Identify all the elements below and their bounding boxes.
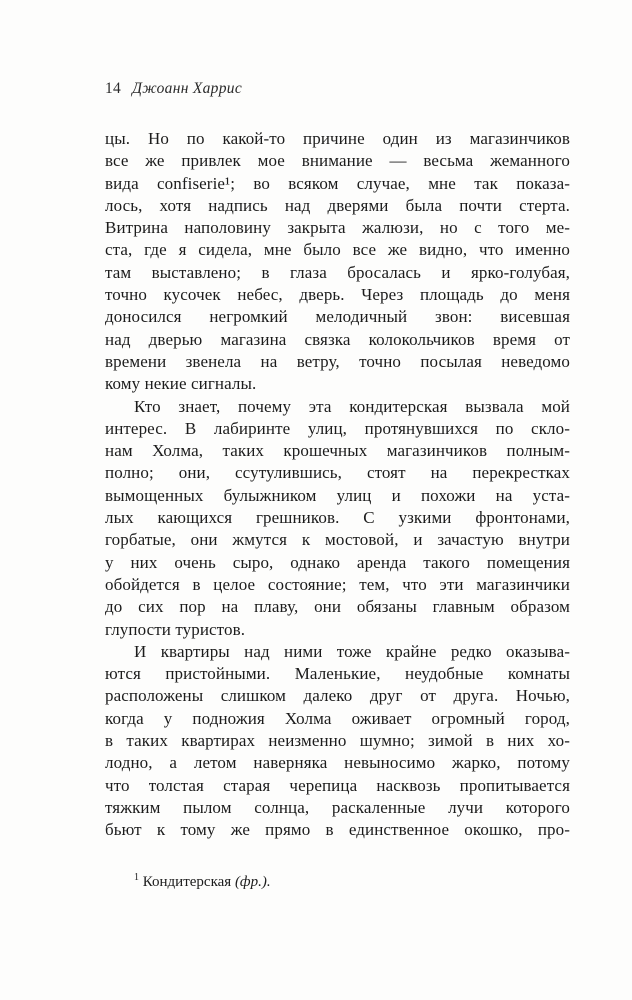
paragraph bbox=[105, 128, 570, 396]
footnote bbox=[105, 872, 570, 892]
text-line: бьют к тому же прямо в единственное окошко, про- bbox=[105, 820, 570, 840]
text-line: интерес. В лабиринте улиц, протянувшихся по скло- bbox=[105, 418, 570, 438]
text-line: глупости туристов. bbox=[105, 619, 246, 639]
text-line: когда у подножия Холма оживает огромный город, bbox=[105, 708, 570, 728]
text-line: вида confiserie¹; во всяком случае, мне так показа- bbox=[105, 173, 570, 193]
text-line: ста, где я сидела, мне было все же видно, что именно bbox=[105, 240, 570, 260]
text-line: точно кусочек небес, дверь. Через площадь до меня bbox=[105, 285, 570, 305]
text-line: Витрина наполовину закрыта жалюзи, но с того ме- bbox=[105, 218, 570, 238]
text-line: времени звенела на ветру, точно посылая неведомо bbox=[105, 351, 570, 371]
text-line: цы. Но по какой-то причине один из магазинчиков bbox=[105, 129, 570, 148]
text-line: лых кающихся грешников. С узкими фронтонами, bbox=[105, 508, 570, 528]
text-line: И квартиры над ними тоже крайне редко оказыва- bbox=[134, 641, 570, 661]
paragraph bbox=[105, 641, 570, 842]
paragraph bbox=[105, 396, 570, 641]
text-line: полно; они, ссутулившись, стоят на перекрестках bbox=[105, 463, 570, 483]
text-line: расположены слишком далеко друг от друга. Ночью, bbox=[105, 686, 570, 706]
footnote-text: Кондитерская bbox=[142, 874, 232, 890]
text-line: в таких квартирах неизменно шумно; зимой в них хо- bbox=[105, 731, 570, 751]
text-line: тяжким пылом солнца, раскаленные лучи которого bbox=[105, 797, 570, 817]
text-line: ются пристойными. Маленькие, неудобные комнаты bbox=[105, 664, 570, 684]
body-text bbox=[105, 128, 570, 842]
text-line: у них очень сыро, однако аренда такого помещения bbox=[105, 552, 570, 572]
text-line: нам Холма, таких крошечных магазинчиков полным- bbox=[105, 441, 570, 461]
text-line: все же привлек мое внимание — весьма жеманного bbox=[105, 151, 570, 171]
text-line: что толстая старая черепица насквозь пропитывается bbox=[105, 775, 570, 795]
text-line: вымощенных булыжником улиц и похожи на уста- bbox=[105, 485, 570, 505]
page-header bbox=[105, 80, 570, 98]
text-line: обойдется в целое состояние; тем, что эти магазинчики bbox=[105, 574, 570, 594]
text-line: доносился негромкий мелодичный звон: висевшая bbox=[105, 307, 570, 327]
text-line: лодно, а летом наверняка невыносимо жарко, потому bbox=[105, 753, 570, 773]
text-line: до сих пор на плаву, они обязаны главным образом bbox=[105, 597, 570, 617]
text-line: лось, хотя надпись над дверями была почти стерта. bbox=[105, 195, 570, 215]
footnote-language-note: (фр.). bbox=[234, 874, 271, 890]
text-line: там выставлено; в глаза бросалась и ярко-голубая, bbox=[105, 262, 570, 282]
text-line: Кто знает, почему эта кондитерская вызвала мой bbox=[134, 396, 570, 416]
running-title: Джоанн Харрис bbox=[132, 80, 243, 97]
text-line: над дверью магазина связка колокольчиков время от bbox=[105, 329, 570, 349]
page-number: 14 bbox=[105, 80, 122, 97]
text-line: кому некие сигналы. bbox=[105, 374, 257, 394]
footnote-marker: 1 bbox=[134, 872, 139, 883]
text-line: горбатые, они жмутся к мостовой, и зачастую внутри bbox=[105, 530, 570, 550]
